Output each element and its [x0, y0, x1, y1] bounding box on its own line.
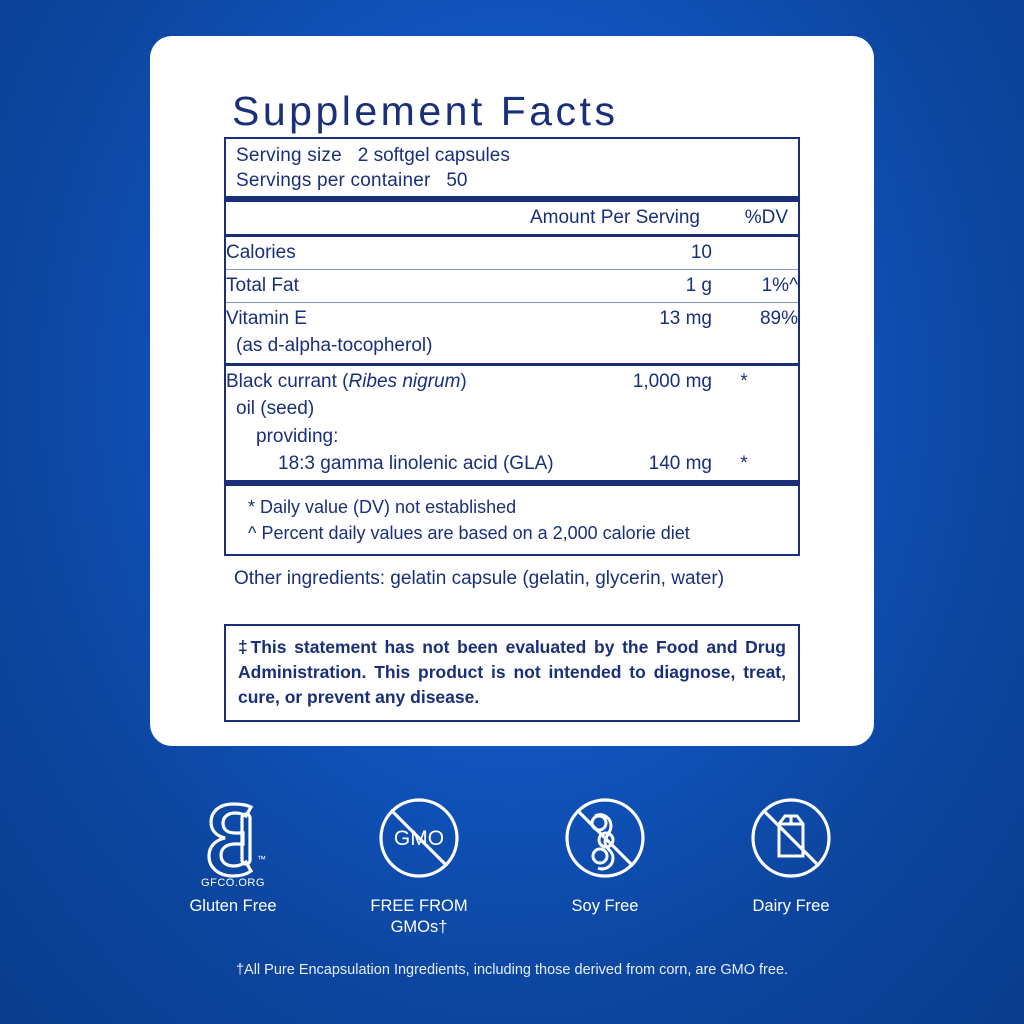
row-name-calories: Calories — [226, 242, 296, 264]
row-amount-calories: 10 — [690, 242, 712, 264]
black-currant-name-part2: ) — [460, 371, 467, 393]
certification-badges — [0, 786, 1024, 939]
table-row — [226, 270, 798, 303]
row-amount-black-currant: 1,000 mg — [632, 371, 712, 393]
vitamin-e-source: (as d-alpha-tocopherol) — [236, 335, 433, 357]
nutrition-rows — [226, 237, 798, 335]
supplement-facts-card — [150, 36, 874, 746]
table-header-row — [226, 202, 798, 234]
black-currant-name-part1: Black currant ( — [226, 371, 349, 393]
fda-disclaimer: ‡This statement has not been evaluated by the Food and Drug Administration. This product is not intended to diagnose, treat, cure, or prevent any disease. — [224, 624, 800, 722]
row-dv-gla: * — [740, 453, 748, 475]
footnote-star: * Daily value (DV) not established — [248, 497, 517, 518]
badge-free-from-gmos — [349, 786, 489, 939]
table-row — [226, 448, 798, 480]
row-name-black-currant — [226, 366, 592, 398]
row-name-gla: 18:3 gamma linolenic acid (GLA) — [278, 453, 554, 475]
providing-label: providing: — [256, 426, 339, 448]
supplement-facts-panel — [224, 90, 800, 604]
gmo-footnote: †All Pure Encapsulation Ingredients, including those derived from corn, are GMO free. — [235, 962, 789, 978]
header-amount-per-serving: Amount Per Serving — [529, 207, 700, 229]
serving-info — [226, 139, 798, 196]
footnote-caret: ^ Percent daily values are based on a 2,000 calorie diet — [248, 523, 690, 544]
gluten-free-icon — [163, 786, 303, 890]
badge-gluten-free — [163, 786, 303, 939]
row-dv-calories — [712, 237, 798, 270]
serving-size-row — [236, 143, 788, 168]
no-gmo-icon — [349, 786, 489, 890]
row-dv-black-currant: * — [740, 371, 748, 393]
nutrition-table — [226, 202, 798, 234]
row-dv-vitamin-e: 89% — [712, 303, 798, 336]
servings-per-container-value: 50 — [446, 170, 468, 192]
botanical-rows — [226, 366, 798, 398]
black-currant-latin-name: Ribes nigrum — [348, 371, 461, 393]
gla-row-table — [226, 448, 798, 480]
dairy-free-icon — [721, 786, 861, 890]
serving-size-value: 2 softgel capsules — [357, 145, 510, 167]
dairy-free-caption: Dairy Free — [752, 897, 830, 915]
table-row — [226, 366, 798, 398]
table-row — [226, 237, 798, 270]
supplement-facts-title: Supplement Facts — [232, 88, 619, 134]
other-ingredients: Other ingredients: gelatin capsule (gelatin, glycerin, water) — [234, 568, 725, 590]
header-percent-dv: %DV — [744, 207, 788, 229]
row-amount-total-fat: 1 g — [520, 270, 712, 303]
svg-text:GMO: GMO — [393, 827, 445, 850]
free-from-gmos-caption: FREE FROM GMOs† — [370, 897, 468, 937]
table-row — [226, 303, 798, 336]
row-amount-vitamin-e: 13 mg — [520, 303, 712, 336]
supplement-facts-table-frame — [224, 137, 800, 556]
row-dv-total-fat: 1%^ — [712, 270, 798, 303]
badge-dairy-free — [721, 786, 861, 939]
gluten-free-org-label: GFCO.ORG — [201, 877, 265, 889]
soy-free-caption: Soy Free — [571, 897, 639, 915]
serving-size-label: Serving size — [236, 145, 342, 167]
servings-per-container-row — [236, 168, 788, 193]
gluten-free-caption: Gluten Free — [189, 897, 277, 916]
row-name-vitamin-e: Vitamin E — [226, 303, 520, 336]
footnotes — [226, 486, 798, 554]
servings-per-container-label: Servings per container — [236, 170, 431, 192]
row-name-total-fat: Total Fat — [226, 270, 520, 303]
row-amount-gla: 140 mg — [648, 453, 712, 475]
svg-text:™: ™ — [257, 854, 266, 864]
badge-soy-free — [535, 786, 675, 939]
soy-free-icon — [535, 786, 675, 890]
black-currant-name-line2: oil (seed) — [236, 398, 315, 420]
